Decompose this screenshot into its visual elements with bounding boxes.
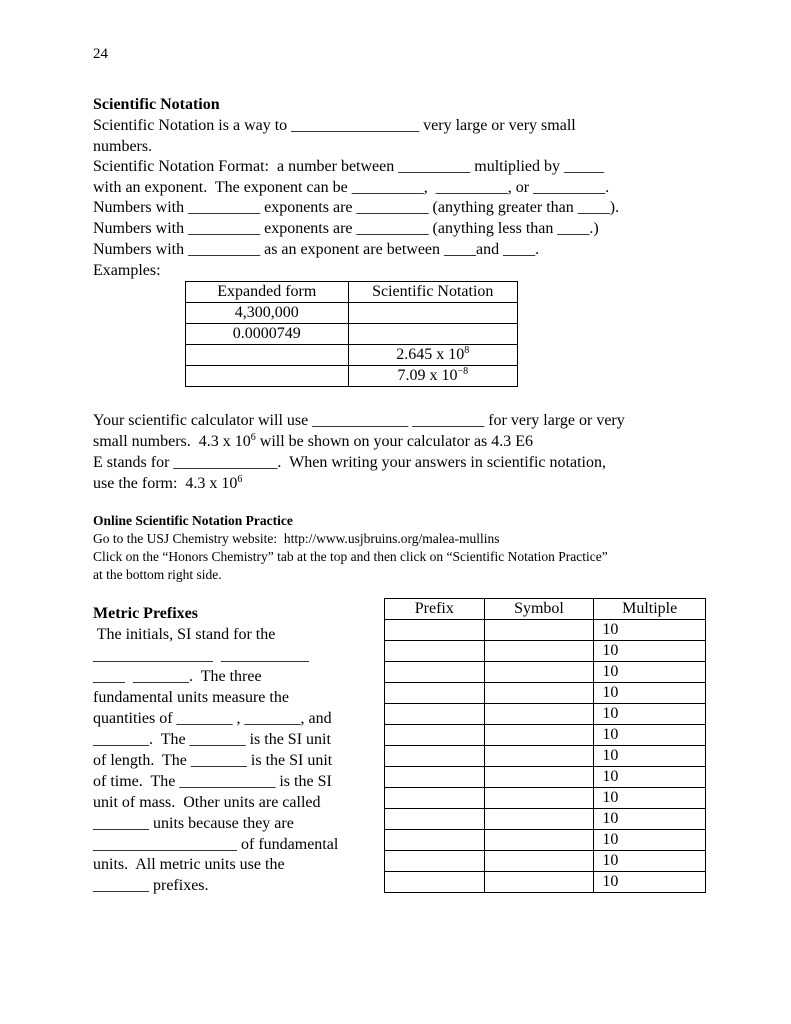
table-row [385,704,706,725]
multiple-cell: 10 [594,872,706,893]
symbol-cell [484,830,594,851]
table-row [385,620,706,641]
text-line: _______ units because they are [93,815,294,832]
multiple-cell: 10 [594,788,706,809]
exponent: 8 [464,345,470,356]
symbol-cell [484,851,594,872]
multiple-cell: 10 [594,662,706,683]
symbol-cell [484,725,594,746]
symbol-cell [484,704,594,725]
symbol-cell [484,809,594,830]
symbol-cell [484,767,594,788]
table-row [385,872,706,893]
text-line: _______. The _______ is the SI unit [93,731,331,748]
multiple-cell: 10 [594,809,706,830]
multiple-cell: 10 [594,641,706,662]
table-row [385,809,706,830]
table-row [385,641,706,662]
symbol-cell [484,788,594,809]
table-row [186,303,518,324]
multiple-cell: 10 [594,725,706,746]
text-segment: small numbers. 4.3 x 10 [93,433,251,450]
page-number: 24 [93,46,108,62]
text-line: of time. The ____________ is the SI [93,773,332,790]
table-cell: 4,300,000 [186,303,349,324]
examples-table [185,281,518,387]
multiple-cell: 10 [594,767,706,788]
text-line: numbers. [93,138,153,155]
table-header-row [385,599,706,620]
cell-text: 2.645 x 10 [396,346,465,363]
text-line: Numbers with _________ exponents are _________ (anything less than ____.) [93,220,599,237]
section-heading-metric-prefixes: Metric Prefixes [93,605,198,622]
text-line: at the bottom right side. [93,567,222,582]
text-line: E stands for _____________. When writing your answers in scientific notation, [93,454,606,471]
text-line: _______ prefixes. [93,877,209,894]
prefix-cell [385,809,485,830]
prefix-cell [385,641,485,662]
multiple-cell: 10 [594,620,706,641]
text-line: Numbers with _________ exponents are _________ (anything greater than ____). [93,199,620,216]
exponent: 6 [237,474,243,485]
text-line: of length. The _______ is the SI unit [93,752,333,769]
text-line: Click on the “Honors Chemistry” tab at the top and then click on “Scientific Notation Practice” [93,549,608,564]
prefix-cell [385,704,485,725]
text-line: Go to the USJ Chemistry website: http://www.usjbruins.org/malea-mullins [93,531,500,546]
table-cell [186,345,349,366]
symbol-cell [484,746,594,767]
prefix-cell [385,746,485,767]
text-segment: will be shown on your calculator as 4.3 E6 [255,433,534,450]
table-header-row [186,282,518,303]
text-line: Examples: [93,262,161,279]
prefix-cell [385,683,485,704]
text-line: Your scientific calculator will use ____________ _________ for very large or very [93,412,625,429]
table-row [385,662,706,683]
symbol-cell [484,641,594,662]
prefix-cell [385,662,485,683]
column-header: Prefix [385,599,485,620]
text-line: Scientific Notation Format: a number between _________ multiplied by _____ [93,158,605,175]
text-line: ____ _______. The three [93,668,262,685]
text-segment: use the form: 4.3 x 10 [93,475,238,492]
table-cell [348,366,517,387]
text-line: _______________ ___________ [93,647,309,664]
multiple-cell: 10 [594,704,706,725]
table-cell [348,345,517,366]
table-row [385,851,706,872]
prefix-table [384,598,706,893]
prefix-cell [385,851,485,872]
table-cell [348,324,517,345]
table-row [385,746,706,767]
text-line [93,474,242,494]
prefix-cell [385,872,485,893]
column-header: Symbol [484,599,594,620]
column-header: Scientific Notation [348,282,517,303]
table-cell [186,366,349,387]
table-row [385,725,706,746]
table-row [186,345,518,366]
table-row [385,767,706,788]
text-line [93,432,533,452]
table-row [385,830,706,851]
exponent: 6 [250,432,256,443]
online-practice-heading: Online Scientific Notation Practice [93,513,293,528]
column-header: Multiple [594,599,706,620]
prefix-cell [385,725,485,746]
symbol-cell [484,683,594,704]
text-line: Numbers with _________ as an exponent are between ____and ____. [93,241,540,258]
table-cell: 0.0000749 [186,324,349,345]
table-row [385,683,706,704]
text-line: The initials, SI stand for the [93,626,276,643]
table-row [385,788,706,809]
text-line: unit of mass. Other units are called [93,794,321,811]
text-line: Scientific Notation is a way to ________________ very large or very small [93,117,576,134]
multiple-cell: 10 [594,683,706,704]
prefix-cell [385,788,485,809]
multiple-cell: 10 [594,851,706,872]
column-header: Expanded form [186,282,349,303]
text-line: units. All metric units use the [93,856,285,873]
section-heading-scientific-notation: Scientific Notation [93,96,220,113]
symbol-cell [484,662,594,683]
prefix-cell [385,620,485,641]
table-row [186,324,518,345]
text-line: fundamental units measure the [93,689,289,706]
text-line: quantities of _______ , _______, and [93,710,332,727]
symbol-cell [484,872,594,893]
text-line: __________________ of fundamental [93,836,339,853]
symbol-cell [484,620,594,641]
prefix-cell [385,767,485,788]
table-cell [348,303,517,324]
text-line: with an exponent. The exponent can be _________, _________, or _________. [93,179,610,196]
multiple-cell: 10 [594,830,706,851]
exponent: −8 [457,366,469,377]
prefix-cell [385,830,485,851]
cell-text: 7.09 x 10 [397,367,458,384]
table-row [186,366,518,387]
multiple-cell: 10 [594,746,706,767]
